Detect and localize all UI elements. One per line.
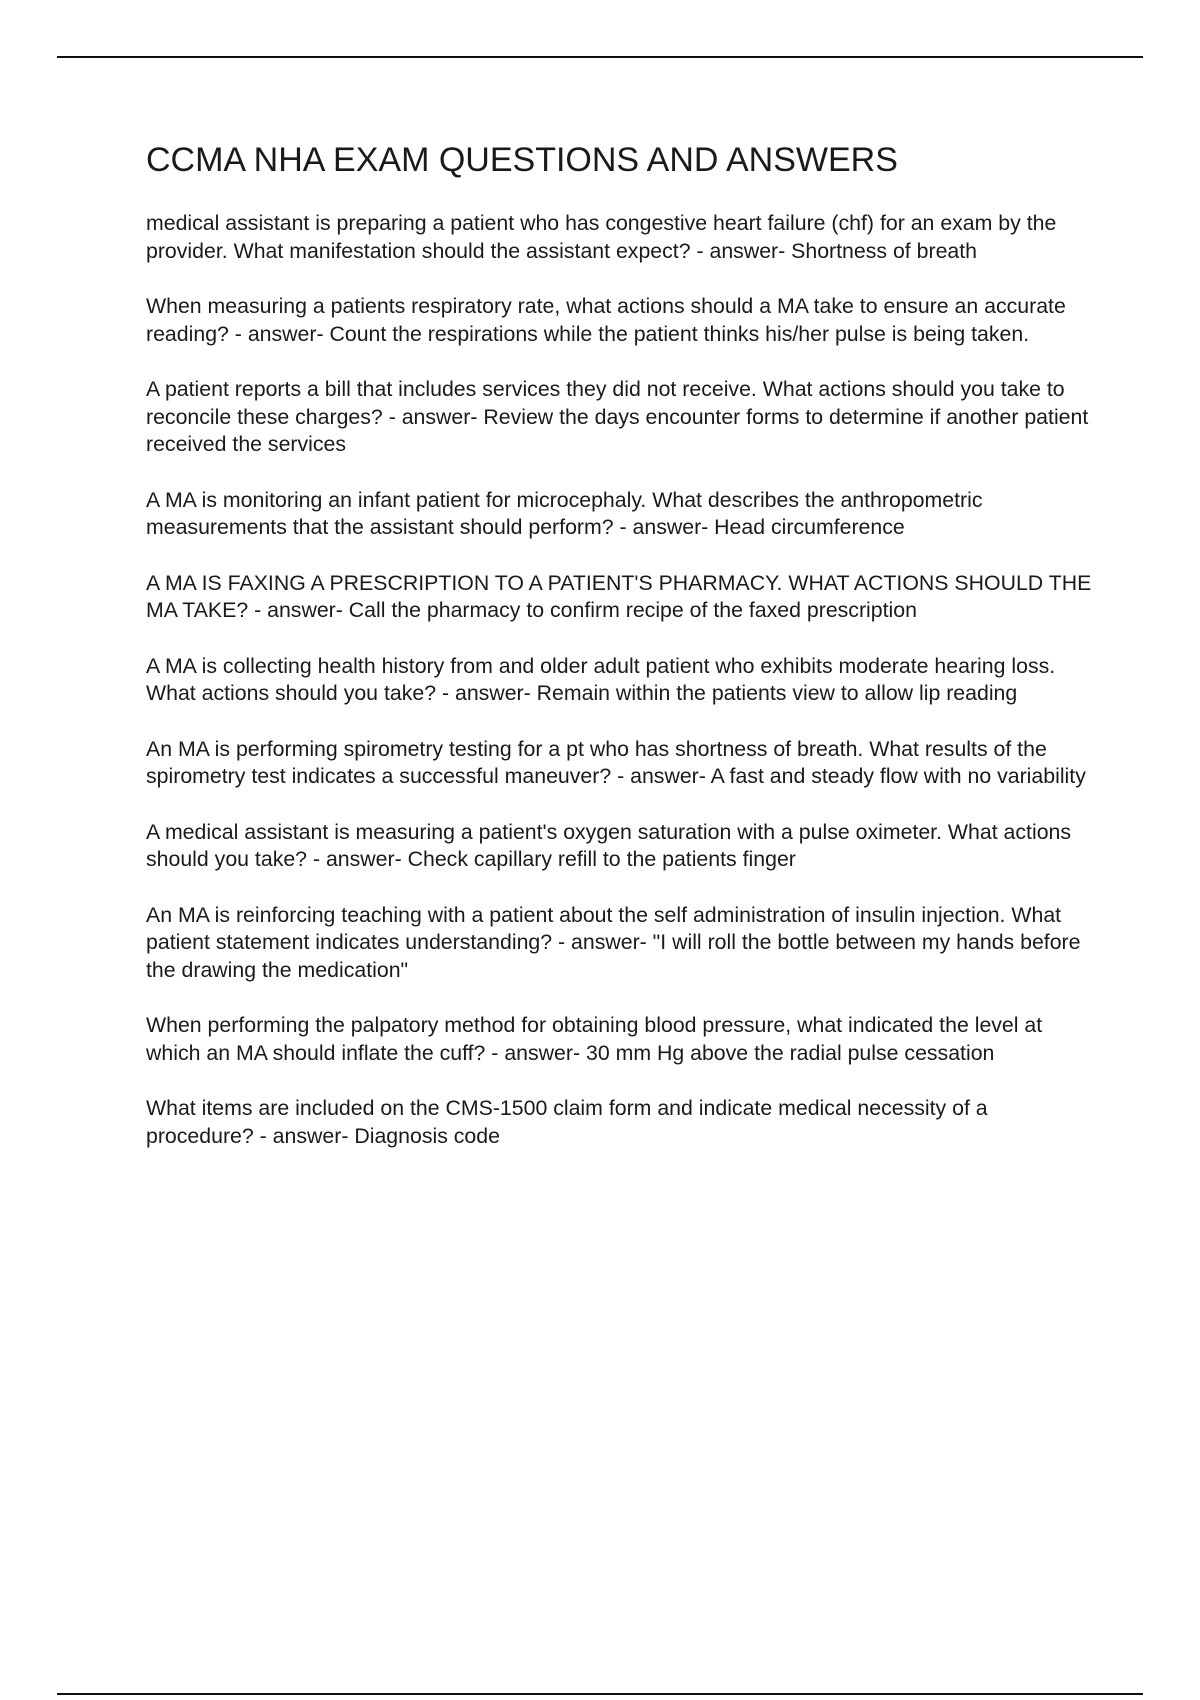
qa-item: A MA is monitoring an infant patient for microcephaly. What describes the anthropometric measurements that the assistant should perform? - answer- Head circumference xyxy=(146,487,983,539)
document-title: CCMA NHA EXAM QUESTIONS AND ANSWERS xyxy=(146,141,898,179)
qa-item: When measuring a patients respiratory rate, what actions should a MA take to ensure an accurate reading? - answer- Count the respirations while the patient thinks his/her pulse is being taken. xyxy=(146,294,1066,346)
qa-item: What items are included on the CMS-1500 claim form and indicate medical necessity of a procedure? - answer- Diagnosis code xyxy=(146,1096,988,1148)
document-body xyxy=(146,140,1096,1178)
qa-item: An MA is reinforcing teaching with a patient about the self administration of insulin injection. What patient statement indicates understanding? - answer- "I will roll the bottle between my hands before the drawing the medication" xyxy=(146,902,1081,982)
qa-item: A patient reports a bill that includes services they did not receive. What actions should you take to reconcile these charges? - answer- Review the days encounter forms to determine if another patient received the services xyxy=(146,377,1089,456)
qa-item: When performing the palpatory method for obtaining blood pressure, what indicated the level at which an MA should inflate the cuff? - answer- 30 mm Hg above the radial pulse cessation xyxy=(146,1013,1043,1065)
qa-item: A MA IS FAXING A PRESCRIPTION TO A PATIENT'S PHARMACY. WHAT ACTIONS SHOULD THE MA TAKE? - answer- Call the pharmacy to confirm recipe of the faxed prescription xyxy=(146,570,1092,622)
qa-item: An MA is performing spirometry testing for a pt who has shortness of breath. What results of the spirometry test indicates a successful maneuver? - answer- A fast and steady flow with no variability xyxy=(146,736,1086,788)
qa-item: A MA is collecting health history from and older adult patient who exhibits moderate hearing loss. What actions should you take? - answer- Remain within the patients view to allow lip reading xyxy=(146,653,1056,705)
qa-item: medical assistant is preparing a patient who has congestive heart failure (chf) for an exam by the provider. What manifestation should the assistant expect? - answer- Shortness of breath xyxy=(146,211,1057,263)
header-rule xyxy=(57,56,1143,58)
footer-rule xyxy=(57,1693,1143,1695)
qa-item: A medical assistant is measuring a patient's oxygen saturation with a pulse oximeter. What actions should you take? - answer- Check capillary refill to the patients finger xyxy=(146,819,1072,871)
qa-list xyxy=(146,210,1096,1150)
